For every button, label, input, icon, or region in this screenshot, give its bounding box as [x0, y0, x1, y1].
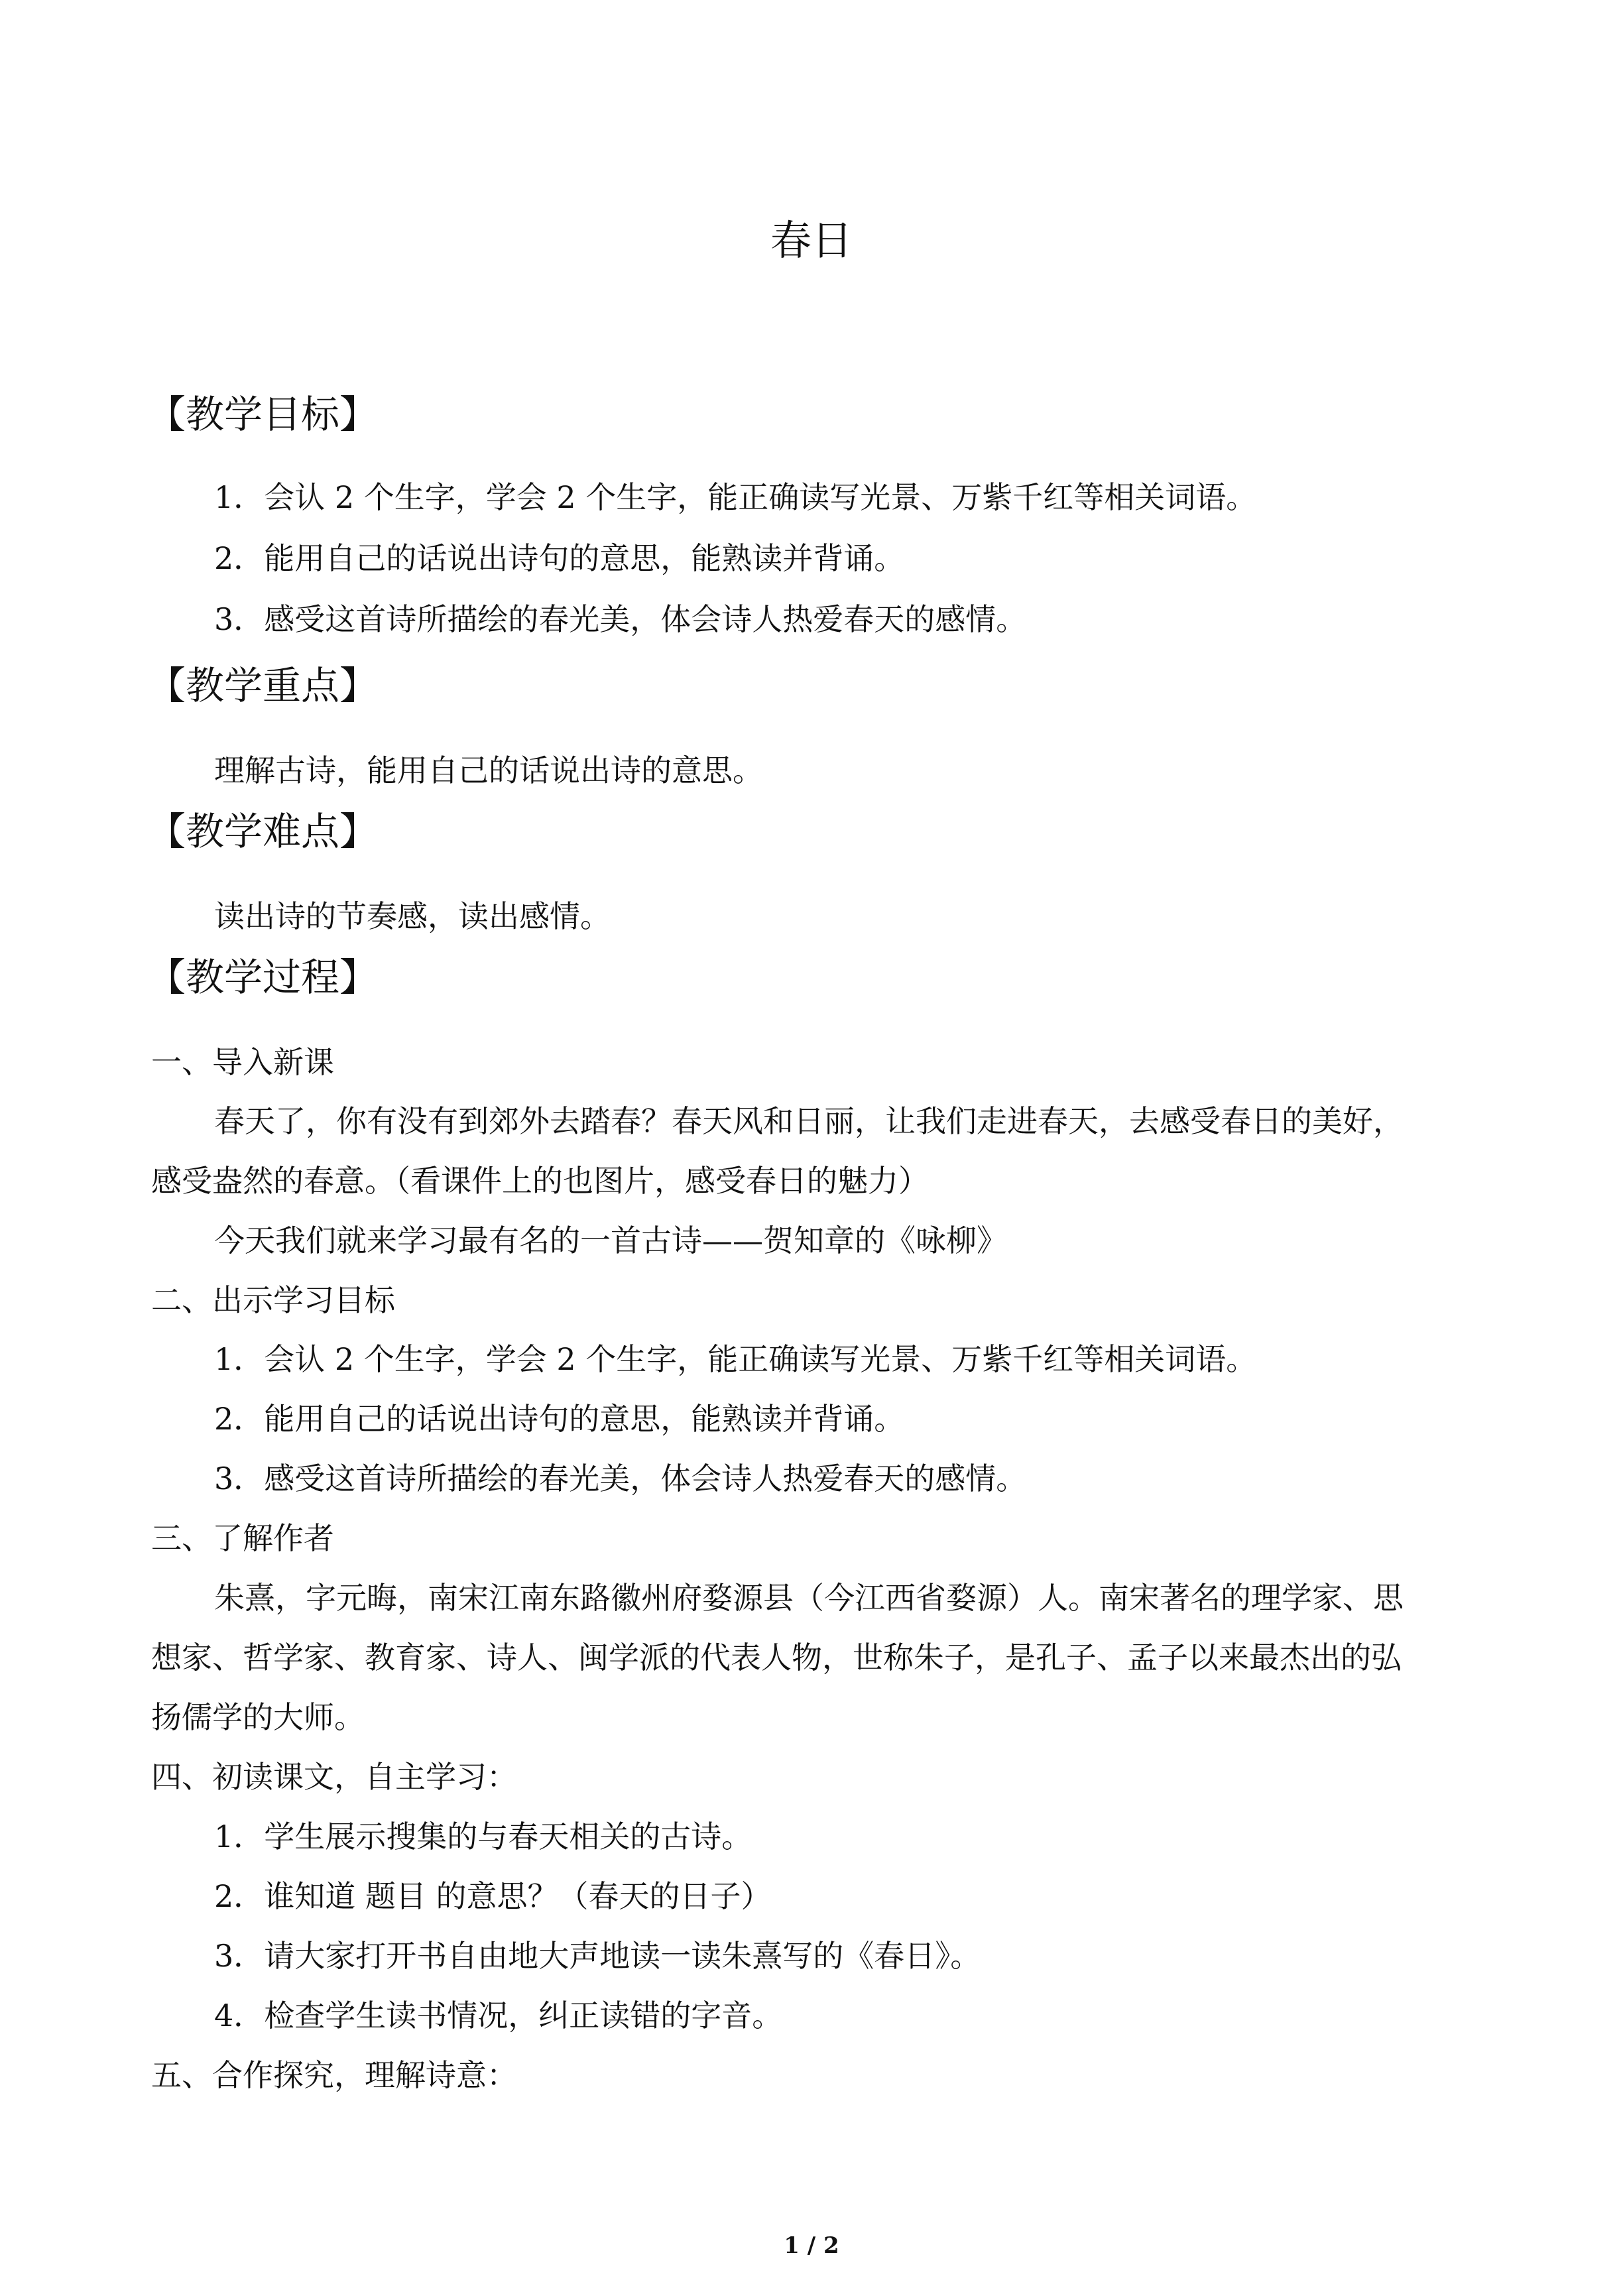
goals-heading: 【教学目标】 — [147, 392, 379, 437]
step2-item-3: 3．感受这首诗所描绘的春光美，体会诗人热爱春天的感情。 — [214, 1461, 1027, 1496]
step1-paragraph-line: 春天了，你有没有到郊外去踏春？春天风和日丽，让我们走进春天，去感受春日的美好， — [214, 1103, 1404, 1139]
goal-item-1: 1．会认 2 个生字，学会 2 个生字，能正确读写光景、万紫千红等相关词语。 — [214, 479, 1257, 515]
step4-item-3: 3．请大家打开书自由地大声地读一读朱熹写的《春日》。 — [214, 1938, 981, 1974]
page-number: 1 / 2 — [784, 2232, 839, 2259]
step4-item-4: 4．检查学生读书情况，纠正读错的字音。 — [214, 1998, 783, 2033]
step3-paragraph-line: 朱熹，字元晦，南宋江南东路徽州府婺源县（今江西省婺源）人。南宋著名的理学家、思 — [214, 1580, 1404, 1616]
step1-paragraph-line: 感受盎然的春意。（看课件上的也图片，感受春日的魅力） — [151, 1163, 929, 1199]
process-heading: 【教学过程】 — [147, 955, 379, 1000]
goal-item-3: 3．感受这首诗所描绘的春光美，体会诗人热爱春天的感情。 — [214, 601, 1027, 637]
step4-item-2: 2．谁知道 题目 的意思？（春天的日子） — [214, 1878, 772, 1914]
difficulties-text: 读出诗的节奏感，读出感情。 — [214, 898, 611, 934]
goal-item-2: 2．能用自己的话说出诗句的意思，能熟读并背诵。 — [214, 540, 905, 576]
step2-item-1: 1．会认 2 个生字，学会 2 个生字，能正确读写光景、万紫千红等相关词语。 — [214, 1341, 1257, 1377]
step1-paragraph-2: 今天我们就来学习最有名的一首古诗——贺知章的《咏柳》 — [214, 1223, 1007, 1258]
step1-title: 一、导入新课 — [151, 1044, 334, 1080]
step2-title: 二、出示学习目标 — [151, 1282, 395, 1318]
step3-paragraph-line: 想家、哲学家、教育家、诗人、闽学派的代表人物，世称朱子，是孔子、孟子以来最杰出的弘 — [151, 1640, 1402, 1675]
step2-item-2: 2．能用自己的话说出诗句的意思，能熟读并背诵。 — [214, 1401, 905, 1437]
step3-paragraph-line: 扬儒学的大师。 — [151, 1699, 365, 1735]
step4-item-1: 1．学生展示搜集的与春天相关的古诗。 — [214, 1819, 752, 1854]
document-title: 春日 — [770, 216, 853, 265]
step4-title: 四、初读课文，自主学习： — [151, 1759, 517, 1795]
step5-title: 五、合作探究，理解诗意： — [151, 2057, 517, 2093]
key-points-text: 理解古诗，能用自己的话说出诗的意思。 — [214, 753, 763, 788]
difficulties-heading: 【教学难点】 — [147, 809, 379, 854]
step3-title: 三、了解作者 — [151, 1520, 334, 1556]
key-points-heading: 【教学重点】 — [147, 663, 379, 708]
